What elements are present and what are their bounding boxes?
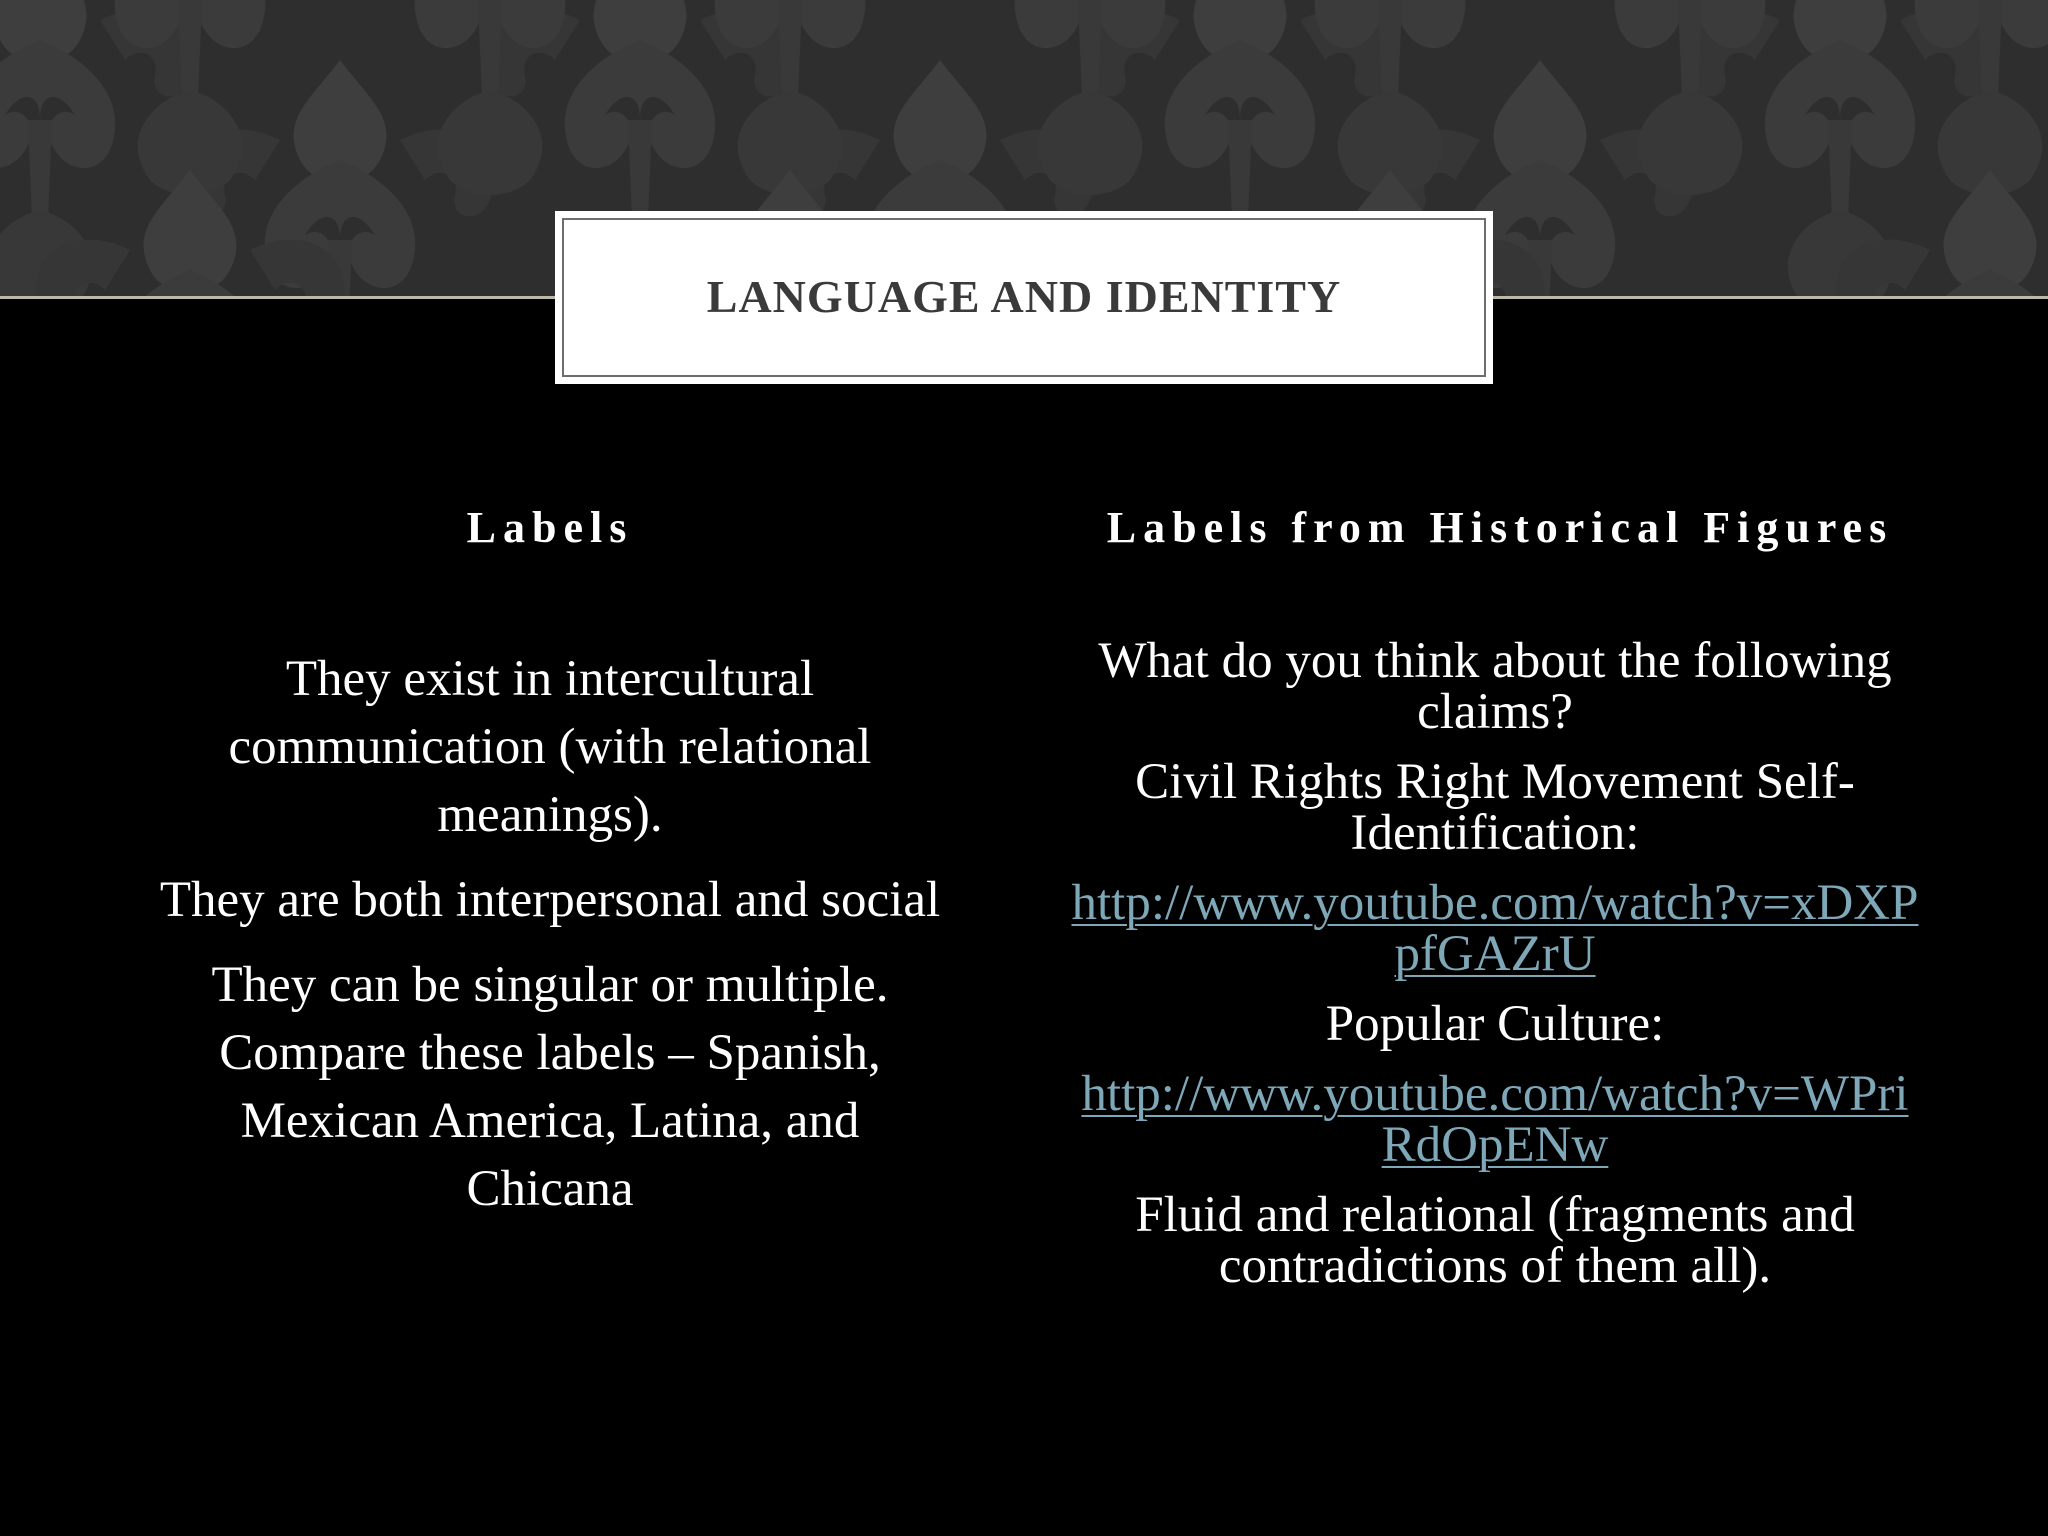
right-conclusion: Fluid and relational (fragments and contradictions of them all). [1135,1187,1855,1294]
civil-rights-video-link[interactable]: http://www.youtube.com/watch?v=xDXPpfGAZrU [1071,875,1919,982]
popular-culture-video-link[interactable]: http://www.youtube.com/watch?v=WPriRdOpENw [1081,1066,1909,1173]
left-paragraph-2: They are both interpersonal and social [159,872,941,928]
left-column-body [155,645,945,1240]
popular-culture-link-paragraph [1055,1066,1935,1173]
left-paragraph-1: They exist in intercultural communication (with relational meanings). [228,651,872,843]
civil-rights-label: Civil Rights Right Movement Self-Identification: [1135,754,1855,861]
left-column-heading: Labels [466,503,634,552]
title-box [555,211,1493,384]
slide-title: LANGUAGE AND IDENTITY [706,271,1342,322]
right-intro: What do you think about the following claims? [1098,633,1892,740]
right-column-heading: Labels from Historical Figures [1106,503,1894,552]
civil-rights-link-paragraph [1055,875,1935,982]
popular-culture-label: Popular Culture: [1325,996,1665,1052]
left-paragraph-3: They can be singular or multiple. Compare these labels – Spanish, Mexican America, Latina, and Chicana [211,957,889,1217]
right-column-body [1055,633,1935,1311]
